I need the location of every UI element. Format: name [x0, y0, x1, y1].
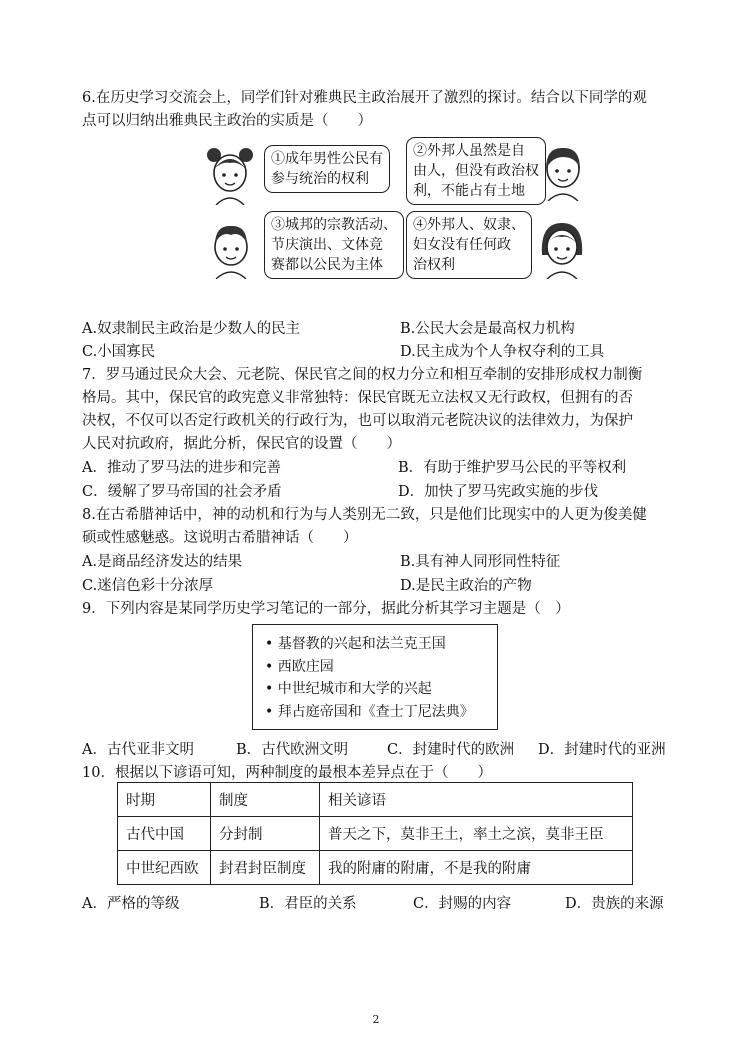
bubble-2-line3: 利，不能占有土地 — [413, 183, 525, 199]
q10-option-a[interactable]: A．严格的等级 — [82, 896, 180, 912]
q7-stem-line2: 格局。其中，保民官的政宪意义非常独特：保民官既无立法权又无行政权，但拥有的否 — [82, 390, 633, 406]
q7-stem-line3: 决权，不仅可以否定行政机关的行政行为，也可以取消元老院决议的法律效力，为保护 — [82, 413, 633, 429]
table-header-row — [118, 783, 633, 817]
q6-stem-line1: 6.在历史学习交流会上，同学们针对雅典民主政治展开了激烈的探讨。结合以下同学的观 — [82, 90, 647, 106]
q7-option-d[interactable]: D．加快了罗马宪政实施的步伐 — [398, 484, 599, 500]
header-proverb: 相关谚语 — [320, 783, 633, 817]
q8-stem-line2: 硕或性感魅惑。这说明古希腊神话（ ） — [82, 530, 358, 546]
q8-option-d[interactable]: D.是民主政治的产物 — [400, 578, 532, 594]
q6-option-b[interactable]: B.公民大会是最高权力机构 — [400, 321, 575, 337]
note-item: • 拜占庭帝国和《查士丁尼法典》 — [265, 703, 474, 720]
table-row — [118, 851, 633, 885]
q6-option-c[interactable]: C.小国寡民 — [82, 344, 156, 360]
girl-student-icon — [202, 143, 258, 205]
q9-stem: 9．下列内容是某同学历史学习笔记的一部分，据此分析其学习主题是（ ） — [82, 601, 570, 617]
bubble-3-line2: 节庆演出、文体竞 — [271, 237, 383, 253]
q6-illustration — [202, 135, 590, 283]
bubble-2-line1: ②外邦人虽然是自 — [413, 143, 525, 159]
q8-option-a[interactable]: A.是商品经济发达的结果 — [82, 554, 243, 570]
q10-option-d[interactable]: D．贵族的来源 — [565, 896, 664, 912]
table-row — [118, 817, 633, 851]
q6-option-a[interactable]: A.奴隶制民主政治是少数人的民主 — [82, 321, 301, 337]
q10-stem: 10．根据以下谚语可知，两种制度的最根本差异点在于（ ） — [82, 765, 492, 781]
speech-bubble-1 — [264, 145, 390, 193]
q7-option-a[interactable]: A．推动了罗马法的进步和完善 — [82, 460, 281, 476]
speech-bubble-4 — [406, 211, 532, 279]
speech-bubble-3 — [264, 211, 404, 279]
header-system: 制度 — [211, 783, 320, 817]
q7-stem-line1: 7．罗马通过民众大会、元老院、保民官之间的权力分立和相互牵制的安排形成权力制衡 — [82, 367, 643, 383]
bubble-3-line1: ③城邦的宗教活动、 — [271, 217, 397, 233]
cell-proverb: 我的附庸的附庸，不是我的附庸 — [320, 851, 633, 885]
q8-option-c[interactable]: C.迷信色彩十分浓厚 — [82, 578, 214, 594]
girl-student-icon-3 — [534, 215, 590, 279]
q8-stem-line1: 8.在古希腊神话中，神的动机和行为与人类别无二致，只是他们比现实中的人更为俊美健 — [82, 507, 647, 523]
cell-proverb: 普天之下，莫非王土，率土之滨，莫非王臣 — [320, 817, 633, 851]
cell-system: 分封制 — [211, 817, 320, 851]
bubble-1-line1: ①成年男性公民有 — [271, 151, 383, 167]
q7-stem-line4: 人民对抗政府，据此分析，保民官的设置（ ） — [82, 436, 401, 452]
bubble-4-line3: 治权利 — [413, 257, 455, 273]
study-notes-box — [252, 624, 498, 730]
cell-system: 封君封臣制度 — [211, 851, 320, 885]
note-item: • 中世纪城市和大学的兴起 — [265, 681, 432, 697]
boy-student-icon — [204, 217, 258, 279]
speech-bubble-2 — [406, 137, 546, 205]
q9-option-d[interactable]: D．封建时代的亚洲 — [538, 742, 666, 758]
q10-option-b[interactable]: B．君臣的关系 — [259, 896, 357, 912]
proverb-table — [117, 782, 633, 885]
header-period: 时期 — [118, 783, 211, 817]
cell-period: 中世纪西欧 — [118, 851, 211, 885]
bubble-3-line3: 赛都以公民为主体 — [271, 257, 383, 273]
q6-option-d[interactable]: D.民主成为个人争权夺利的工具 — [400, 344, 605, 360]
q7-option-b[interactable]: B．有助于维护罗马公民的平等权利 — [398, 460, 627, 476]
note-item: • 基督教的兴起和法兰克王国 — [265, 636, 446, 652]
bubble-4-line1: ④外邦人、奴隶、 — [413, 217, 525, 233]
note-item: • 西欧庄园 — [265, 658, 334, 675]
q7-option-c[interactable]: C．缓解了罗马帝国的社会矛盾 — [82, 484, 282, 500]
q9-option-b[interactable]: B．古代欧洲文明 — [236, 742, 349, 758]
q10-option-c[interactable]: C．封赐的内容 — [413, 896, 512, 912]
page-number: 2 — [372, 1013, 380, 1026]
q8-option-b[interactable]: B.具有神人同形同性特征 — [400, 554, 561, 570]
q6-stem-line2: 点可以归纳出雅典民主政治的实质是（ ） — [82, 113, 372, 129]
bubble-1-line2: 参与统治的权利 — [271, 171, 369, 187]
q9-option-c[interactable]: C．封建时代的欧洲 — [387, 742, 515, 758]
q9-option-a[interactable]: A．古代亚非文明 — [82, 742, 194, 758]
cell-period: 古代中国 — [118, 817, 211, 851]
bubble-2-line2: 由人，但没有政治权 — [413, 163, 539, 179]
bubble-4-line2: 妇女没有任何政 — [413, 237, 511, 253]
